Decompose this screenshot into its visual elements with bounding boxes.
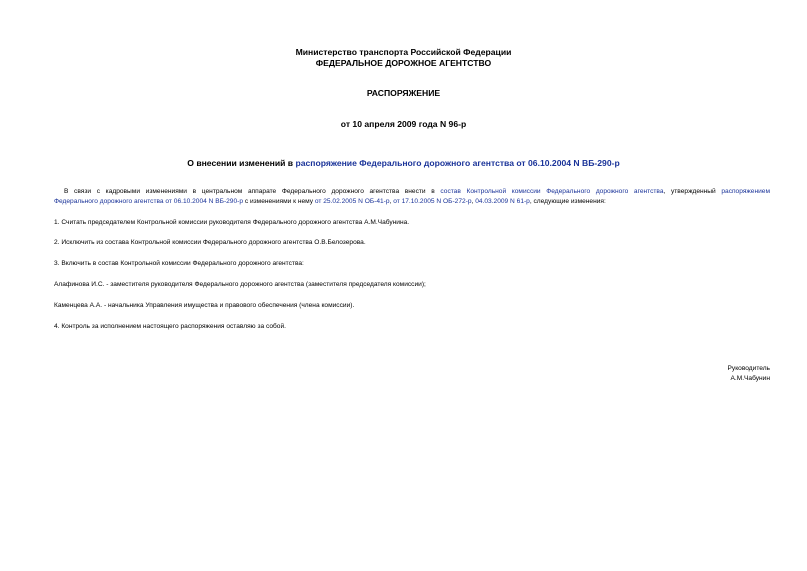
- signature-name: А.М.Чабунин: [730, 375, 770, 382]
- item-4: 4. Контроль за исполнением настоящего распоряжения оставляю за собой.: [54, 323, 286, 330]
- link-order-ob-272[interactable]: от 17.10.2005 N ОБ-272-р: [393, 198, 472, 205]
- separator: ,: [389, 198, 394, 205]
- subject-prefix: О внесении изменений в: [187, 158, 296, 168]
- separator: ,: [471, 198, 476, 205]
- document-subject: [0, 158, 807, 169]
- member-alafinov: Алафинова И.С. - заместителя руководителя Федерального дорожного агентства (заместителя председателя комиссии);: [54, 281, 426, 288]
- intro-paragraph-line-2: [54, 197, 606, 207]
- member-kamentsev: Каменцева А.А. - начальника Управления имущества и правового обеспечения (члена комиссии).: [54, 302, 355, 309]
- document-date: от 10 апреля 2009 года N 96-р: [340, 119, 467, 129]
- document-type: РАСПОРЯЖЕНИЕ: [366, 88, 441, 98]
- intro-paragraph-line-1: [64, 187, 770, 197]
- subject-link-order-vb-290[interactable]: распоряжение Федерального дорожного агентства от 06.10.2004 N ВБ-290-р: [295, 158, 620, 168]
- intro-text-part3: с изменениями к нему: [243, 198, 315, 205]
- intro-text-part1: В связи с кадровыми изменениями в центральном аппарате Федерального дорожного агентства внести в: [64, 188, 441, 195]
- item-3: 3. Включить в состав Контрольной комиссии Федерального дорожного агентства:: [54, 260, 304, 267]
- link-commission-composition[interactable]: состав Контрольной комиссии Федерального дорожного агентства: [440, 188, 664, 195]
- intro-text-part4: , следующие изменения:: [529, 198, 606, 205]
- agency-title: ФЕДЕРАЛЬНОЕ ДОРОЖНОЕ АГЕНТСТВО: [315, 58, 492, 68]
- item-2: 2. Исключить из состава Контрольной комиссии Федерального дорожного агентства О.В.Белозерова.: [54, 239, 366, 246]
- link-order-vb-290[interactable]: Федерального дорожного агентства от 06.10.2004 N ВБ-290-р: [54, 198, 243, 205]
- item-1: 1. Считать председателем Контрольной комиссии руководителя Федерального дорожного агентства А.М.Чабунина.: [54, 219, 410, 226]
- link-order-ob-41[interactable]: от 25.02.2005 N ОБ-41-р: [314, 198, 390, 205]
- ministry-title: Министерство транспорта Российской Федерации: [295, 47, 512, 57]
- link-order[interactable]: распоряжением: [721, 188, 770, 195]
- link-order-61[interactable]: 04.03.2009 N 61-р: [475, 198, 530, 205]
- signature-title: Руководитель: [727, 365, 770, 372]
- intro-text-part2: , утвержденный: [663, 188, 722, 195]
